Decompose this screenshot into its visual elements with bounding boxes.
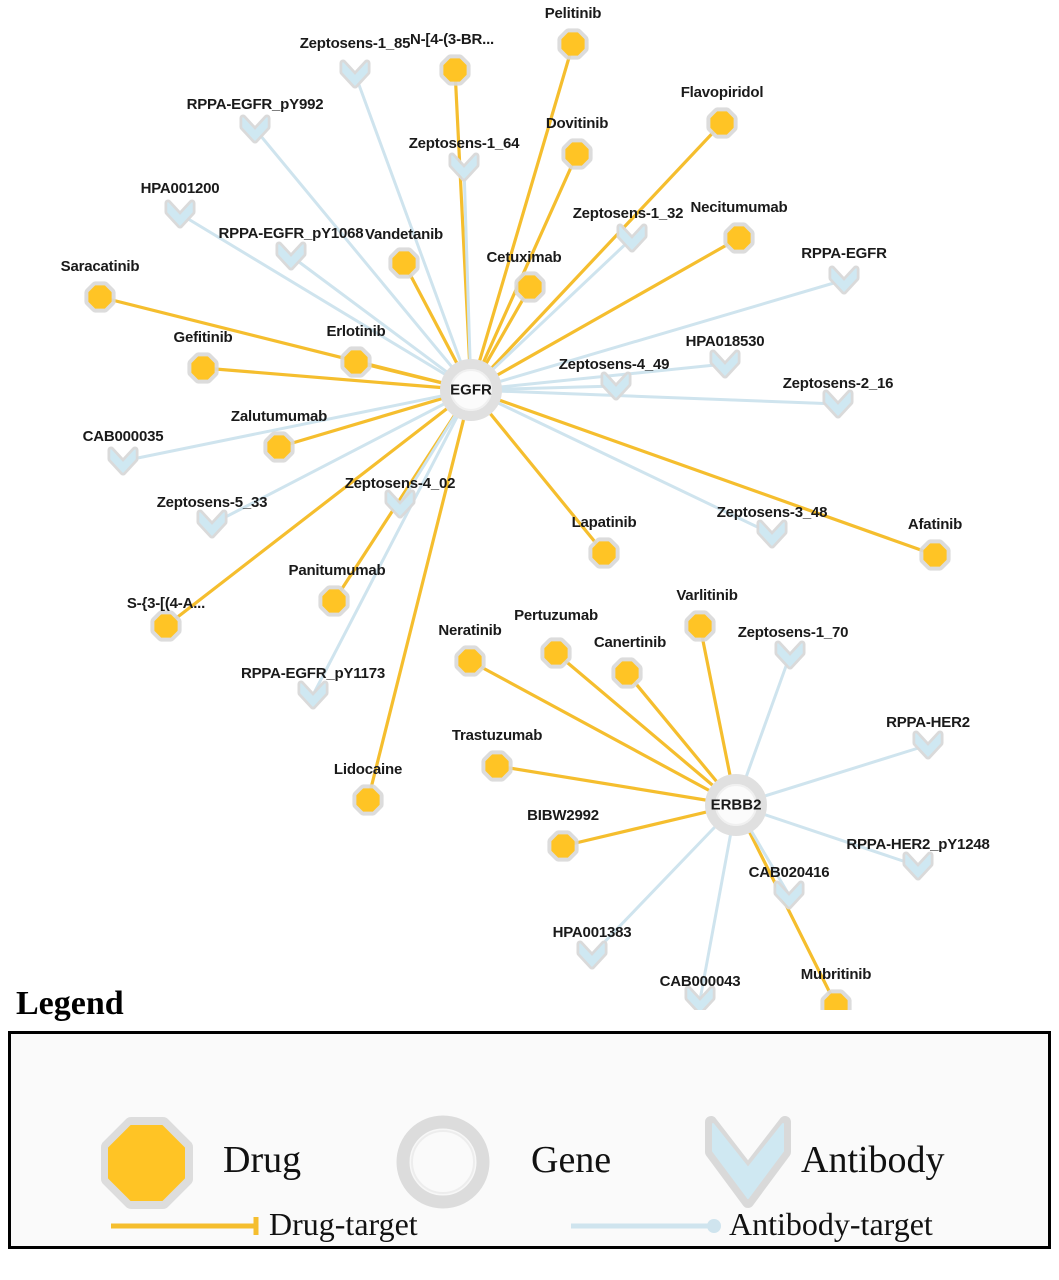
drug-node-label: Erlotinib: [326, 323, 386, 340]
antibody-node-label: Zeptosens-4_49: [558, 356, 670, 373]
drug-node[interactable]: [459, 650, 481, 672]
drug-node-label: Vandetanib: [364, 226, 444, 243]
antibody-node-label: CAB000043: [659, 973, 741, 990]
antibody-node-label: RPPA-HER2_pY1248: [846, 836, 990, 853]
legend-antibody-icon: [711, 1122, 785, 1202]
antibody-node-label: Zeptosens-1_70: [737, 624, 849, 641]
antibody-node-label: RPPA-EGFR_pY1068: [218, 225, 364, 242]
antibody-node-label: RPPA-EGFR_pY1173: [240, 665, 386, 682]
antibody-node-label: RPPA-HER2: [886, 714, 970, 731]
antibody-node-label: Zeptosens-4_02: [344, 475, 456, 492]
drug-node-label: Zalutumumab: [230, 408, 328, 425]
antibody-node[interactable]: [243, 118, 267, 140]
antibody-node-label: Zeptosens-2_16: [782, 375, 894, 392]
antibody-node-label: Zeptosens-3_48: [716, 504, 828, 521]
legend-box: [8, 1031, 1051, 1249]
drug-node-label: Trastuzumab: [451, 727, 543, 744]
antibody-node-label: RPPA-EGFR_pY992: [186, 96, 324, 113]
legend-antibody-target-edge: [571, 1219, 721, 1233]
legend-drug-target-edge: [111, 1217, 256, 1235]
drug-node[interactable]: [562, 33, 584, 55]
legend-label-drug: Drug: [223, 1139, 302, 1181]
antibody-node[interactable]: [604, 375, 628, 397]
drug-node[interactable]: [89, 286, 111, 308]
antibody-node-label: Zeptosens-5_33: [156, 494, 268, 511]
legend-title: Legend: [16, 985, 124, 1022]
drug-node[interactable]: [323, 590, 345, 612]
drug-node-label: Pelitinib: [544, 5, 602, 22]
drug-node[interactable]: [711, 112, 733, 134]
drug-node[interactable]: [616, 662, 638, 684]
drug-node-label: Pertuzumab: [514, 607, 598, 624]
antibody-node[interactable]: [343, 63, 367, 85]
drug-node[interactable]: [444, 59, 466, 81]
antibody-node[interactable]: [832, 269, 856, 291]
antibody-node[interactable]: [301, 684, 325, 706]
antibody-node-label: HPA018530: [685, 333, 765, 350]
graph-edge: [471, 390, 935, 555]
drug-node-label: Mubritinib: [800, 966, 872, 983]
antibody-node[interactable]: [760, 523, 784, 545]
drug-node-label: Lidocaine: [333, 761, 403, 778]
drug-node-label: Neratinib: [438, 622, 502, 639]
legend-label-antibody-target: Antibody-target: [729, 1206, 933, 1242]
drug-node[interactable]: [924, 544, 946, 566]
drug-node[interactable]: [689, 615, 711, 637]
antibody-node[interactable]: [778, 644, 802, 666]
drug-node[interactable]: [357, 789, 379, 811]
antibody-node[interactable]: [826, 393, 850, 415]
legend: [8, 985, 1051, 1249]
graph-edge: [471, 390, 838, 404]
drug-node-label: Flavopiridol: [680, 84, 764, 101]
antibody-node-label: Zeptosens-1_32: [572, 205, 684, 222]
antibody-node[interactable]: [452, 156, 476, 178]
gene-node-label: EGFR: [450, 381, 492, 399]
drug-node[interactable]: [345, 351, 367, 373]
antibody-node-label: Zeptosens-1_64: [408, 135, 520, 152]
drug-node-label: Necitumumab: [690, 199, 788, 216]
antibody-node[interactable]: [916, 734, 940, 756]
antibody-node[interactable]: [200, 513, 224, 535]
gene-node-label: ERBB2: [710, 796, 762, 814]
antibody-node[interactable]: [777, 884, 801, 906]
drug-node-label: Varlitinib: [676, 587, 738, 604]
drug-node-label: Lapatinib: [571, 514, 637, 531]
antibody-node-label: RPPA-EGFR: [801, 245, 887, 262]
drug-node-label: Saracatinib: [60, 258, 140, 275]
drug-node[interactable]: [519, 276, 541, 298]
antibody-node[interactable]: [168, 203, 192, 225]
drug-node-label: Panitumumab: [288, 562, 386, 579]
drug-node[interactable]: [593, 542, 615, 564]
antibody-node[interactable]: [580, 944, 604, 966]
legend-drug-icon: [108, 1124, 186, 1202]
graph-edge: [313, 390, 471, 695]
legend-label-antibody: Antibody: [801, 1139, 945, 1181]
legend-gene-icon: [403, 1122, 483, 1202]
legend-label-gene: Gene: [531, 1139, 612, 1181]
drug-node[interactable]: [155, 615, 177, 637]
drug-node-label: Canertinib: [593, 634, 667, 651]
drug-node-label: BIBW2992: [527, 807, 599, 824]
graph-edge: [123, 390, 471, 461]
drug-node-label: N-[4-(3-BR...: [409, 31, 495, 48]
antibody-node-label: CAB020416: [748, 864, 830, 881]
drug-node[interactable]: [192, 357, 214, 379]
antibody-node-label: HPA001383: [552, 924, 632, 941]
legend-label-drug-target: Drug-target: [269, 1206, 418, 1242]
drug-node[interactable]: [486, 755, 508, 777]
antibody-node[interactable]: [713, 353, 737, 375]
drug-node[interactable]: [566, 143, 588, 165]
drug-node[interactable]: [545, 642, 567, 664]
antibody-node[interactable]: [111, 450, 135, 472]
drug-node-label: Cetuximab: [486, 249, 562, 266]
antibody-node-label: CAB000035: [82, 428, 164, 445]
antibody-node-label: Zeptosens-1_85: [299, 35, 411, 52]
graph-edge: [471, 44, 573, 390]
drug-node-label: Afatinib: [907, 516, 963, 533]
antibody-node-label: HPA001200: [140, 180, 220, 197]
drug-node-label: Dovitinib: [545, 115, 609, 132]
drug-node[interactable]: [268, 436, 290, 458]
drug-node-label: Gefitinib: [173, 329, 233, 346]
antibody-node[interactable]: [906, 855, 930, 877]
drug-node[interactable]: [728, 227, 750, 249]
drug-node[interactable]: [393, 252, 415, 274]
drug-node[interactable]: [552, 835, 574, 857]
drug-node-label: S-{3-[(4-A...: [126, 595, 206, 612]
